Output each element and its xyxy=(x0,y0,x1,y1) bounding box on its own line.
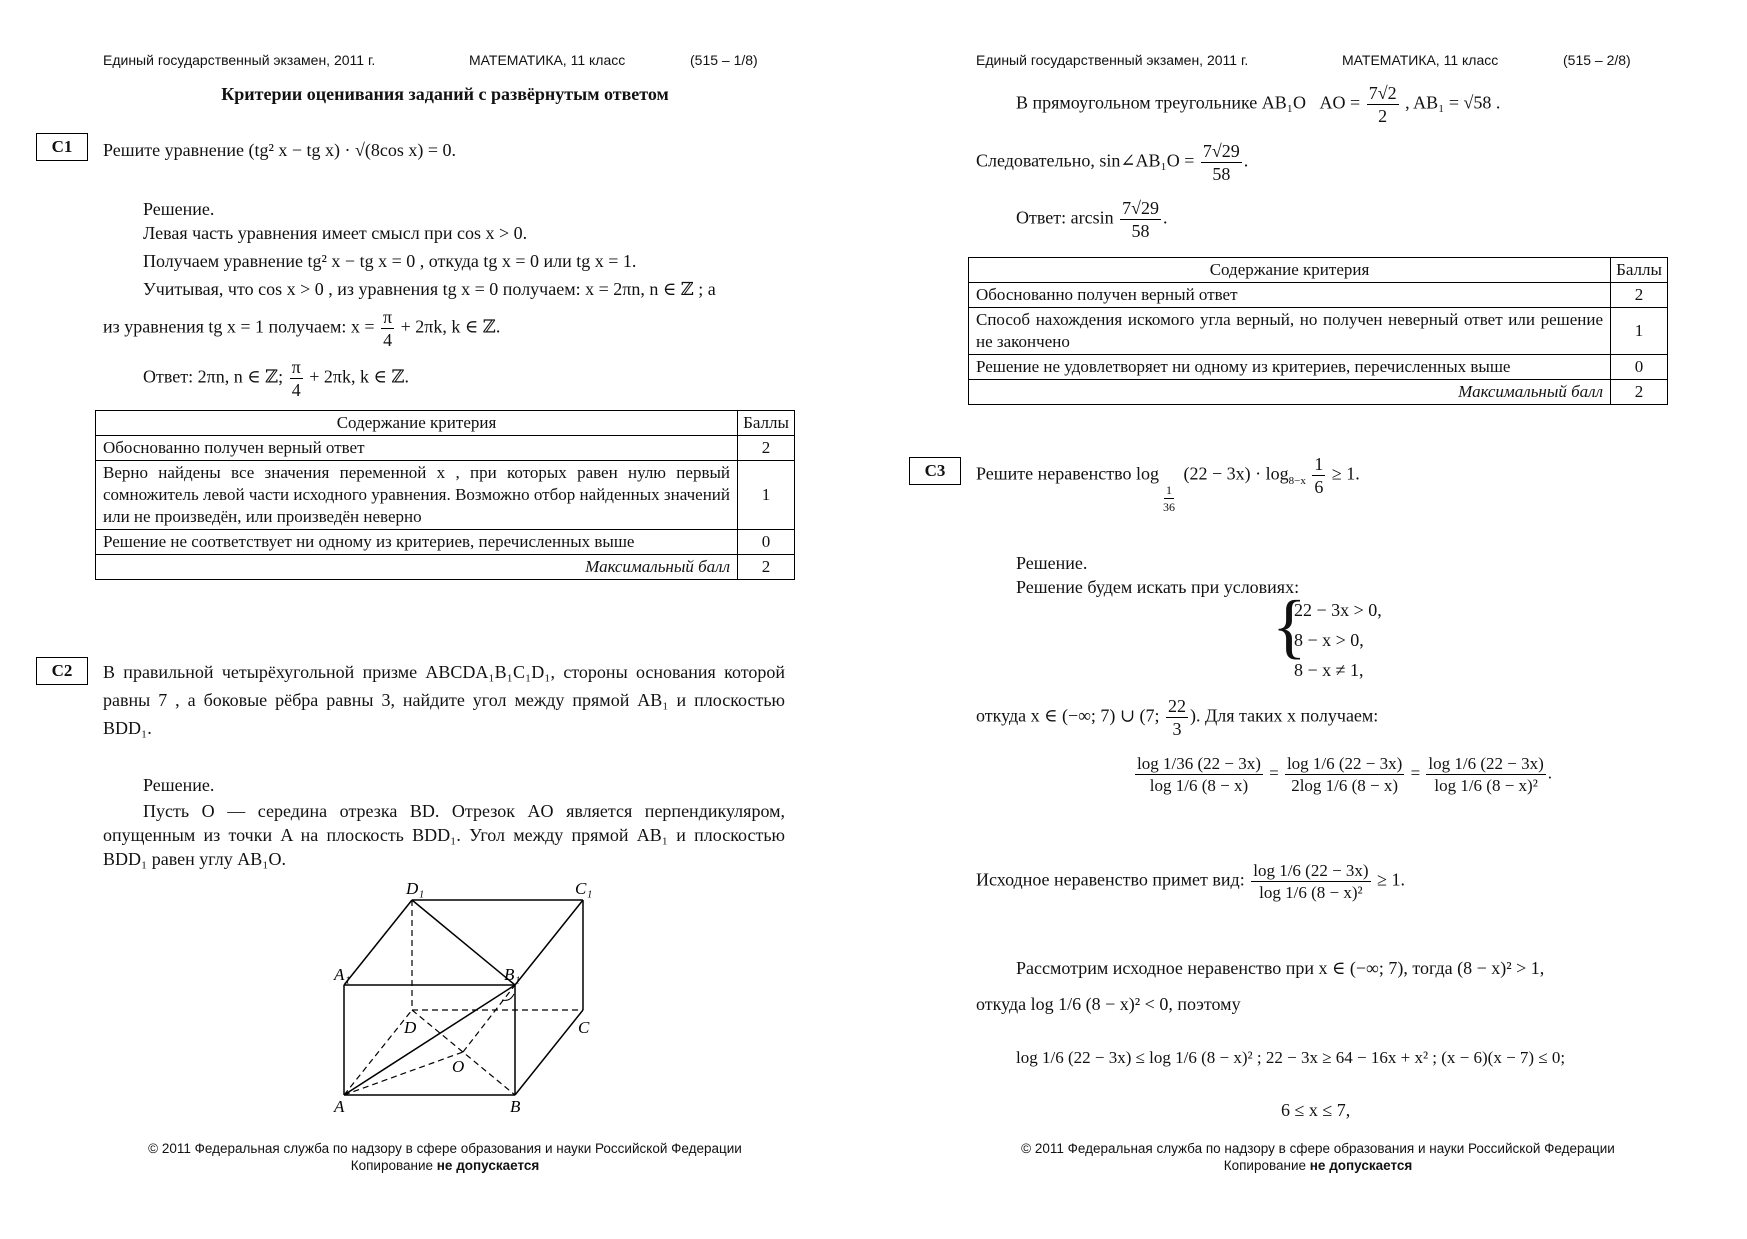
criterion-score: 1 xyxy=(1611,308,1668,355)
header-subject: МАТЕМАТИКА, 11 класс xyxy=(469,52,626,68)
twentytwo-thirds: $\frac{22}{3}$ xyxy=(1168,696,1187,739)
footer-copy-note: Копирование не допускается xyxy=(350,1158,540,1173)
table-head-score: Баллы xyxy=(738,411,795,436)
c1-line4-post: + 2πk, k ∈ ℤ. xyxy=(400,316,501,337)
sine-fraction: $\frac{7√29}{58}$ xyxy=(1202,141,1240,184)
sine-text: Следовательно, sin∠AB₁O = xyxy=(976,150,1195,171)
condition-1: 22 − 3x > 0, xyxy=(1294,600,1382,620)
fraction-2: $\frac{\log 1/6 (22 - 3x)}{2\log 1/6 (8 - x)}$ xyxy=(1286,754,1403,795)
c3-range-line: откуда x ∈ (−∞; 7) ∪ (7; $\frac{22}{3}$ ). Для таких x получаем: xyxy=(976,696,1379,739)
header-exam: Единый государственный экзамен, 2011 г. xyxy=(976,52,1249,68)
c3-chain: log 1/6 (22 − 3x) ≤ log 1/6 (8 − x)² ; 22 − 3x ≥ 64 − 16x + x² ; (x − 6)(x − 7) ≤ 0; xyxy=(1016,1048,1566,1067)
c1-line3: Учитывая, что cos x > 0 , из уравнения tg x = 0 получаем: x = 2πn, n ∈ ℤ ; а xyxy=(143,279,716,299)
vertex-label-o: O xyxy=(452,1057,465,1076)
edge-c1b1 xyxy=(515,900,583,985)
pi-over-4: $\frac{\pi}{4}$ xyxy=(383,307,393,350)
c3-task-pre: Решите неравенство xyxy=(976,463,1132,484)
criterion-desc: Обоснованно получен верный ответ xyxy=(969,283,1611,308)
c2-task: В правильной четырёхугольной призме ABCDA₁B₁C₁D₁, стороны основания которой равны 7 , а боковые рёбра равны 3, найдите угол между прямой AB₁ и плоскостью BDD₁. xyxy=(103,662,785,738)
c2-solution-label: Решение. xyxy=(143,775,215,795)
c2-sine-line: Следовательно, sin∠AB₁O = $\frac{7√29}{58}$ . xyxy=(976,141,1249,184)
table-row xyxy=(969,308,1668,355)
segment-ob1 xyxy=(463,985,515,1052)
criteria-table-c2 xyxy=(968,257,1668,405)
header-exam: Единый государственный экзамен, 2011 г. xyxy=(103,52,376,68)
segment-db xyxy=(412,1010,515,1095)
criterion-desc: Решение не соответствует ни одному из критериев, перечисленных выше xyxy=(96,530,738,555)
criterion-score: 1 xyxy=(738,461,795,530)
c1-line2: Получаем уравнение tg² x − tg x = 0 , откуда tg x = 0 или tg x = 1. xyxy=(143,251,637,271)
table-row xyxy=(969,283,1668,308)
footer-copy-note: Копирование не допускается xyxy=(1223,1158,1413,1173)
c1-solution-label: Решение. xyxy=(143,199,215,219)
criteria-table-c1 xyxy=(95,410,795,580)
task-tag-c3: C3 xyxy=(909,457,961,485)
c3-hence: откуда log 1/6 (8 − x)² < 0, поэтому xyxy=(976,994,1241,1014)
c1-answer-post: + 2πk, k ∈ ℤ. xyxy=(309,366,409,387)
condition-2: 8 − x > 0, xyxy=(1294,630,1364,650)
edge-ad xyxy=(344,1010,412,1095)
one-sixth: $\frac{1}{6}$ xyxy=(1314,454,1324,497)
vertex-label-d1: D₁ xyxy=(406,879,425,898)
c1-line1 xyxy=(143,223,527,244)
vertex-label-a: A xyxy=(334,1097,345,1116)
footer-copyright: © 2011 Федеральная служба по надзору в сфере образования и науки Российской Федерации xyxy=(1021,1141,1615,1156)
c2-answer-pre: Ответ: arcsin xyxy=(1016,207,1114,228)
header-code: (515 – 1/8) xyxy=(690,52,758,68)
fraction-3: $\frac{\log 1/6 (22 - 3x)}{\text{log 1/6 (8 − x)²}}$ xyxy=(1428,754,1544,795)
edge-a1d1 xyxy=(344,900,412,985)
criterion-score: 2 xyxy=(738,436,795,461)
c3-new-inequality: Исходное неравенство примет вид: $\frac{\log 1/6 (22 - 3x)}{\text{log 1/6 (8 − x)²}}$ ≥ 1. xyxy=(976,861,1405,902)
right-page xyxy=(873,0,1747,1239)
segment-d1b1 xyxy=(412,900,515,985)
answer-fraction: $\frac{7√29}{58}$ xyxy=(1122,198,1159,241)
footer xyxy=(90,1140,800,1174)
table-row xyxy=(96,530,795,555)
c3-final: 6 ≤ x ≤ 7, xyxy=(1281,1100,1351,1120)
task-tag-c2: C2 xyxy=(36,657,88,685)
criterion-score: 0 xyxy=(738,530,795,555)
c2-solution-text: Пусть O — середина отрезка BD. Отрезок AO является перпендикуляром, опущенным из точки A на плоскость BDD₁. Угол между прямой AB₁ и плоскостью BDD₁ равен углу AB₁O. xyxy=(103,801,785,869)
criterion-desc: Способ нахождения искомого угла верный, но получен неверный ответ или решение не закончено xyxy=(969,308,1611,355)
left-page xyxy=(0,0,873,1239)
c3-task: Решите неравенство log $\frac{1}{36}$ $(22 - 3x) \cdot \log_{8-x}$ $\frac{1}{6}$ ≥ 1. xyxy=(976,454,1360,514)
ao-fraction: $\frac{7√2}{2}$ xyxy=(1368,83,1397,126)
max-score-value: 2 xyxy=(1611,380,1668,405)
footer xyxy=(963,1140,1673,1174)
task-tag-c1: C1 xyxy=(36,133,88,161)
segment-ao xyxy=(344,1052,463,1095)
fraction-1: $\frac{\log 1/36 (22 - 3x)}{\log 1/6 (8 - x)}$ xyxy=(1137,754,1261,795)
criterion-desc: Обоснованно получен верный ответ xyxy=(96,436,738,461)
fraction-new: $\frac{\log 1/6 (22 - 3x)}{\text{log 1/6 (8 − x)²}}$ xyxy=(1253,861,1369,902)
c1-line4-pre: из уравнения tg x = 1 получаем: x = xyxy=(103,316,375,337)
max-score-label: Максимальный балл xyxy=(969,380,1611,405)
c2-answer: Ответ: arcsin $\frac{7√29}{58}$ . xyxy=(1016,198,1168,241)
triangle-text: В прямоугольном треугольнике AB₁O xyxy=(1016,92,1307,113)
max-score-value: 2 xyxy=(738,555,795,580)
table-row xyxy=(96,461,795,530)
log-transform: $\frac{\log 1/36 (22 - 3x)}{\log 1/6 (8 - x)}$ = $\frac{\log 1/6 (22 - 3x)}{2\log 1/6 (8 - x)}$ = $\frac{\log 1/6 (22 - 3x)}{\text{log 1/6 (8 − x)²}}$ . xyxy=(1137,754,1553,795)
vertex-label-c1: C₁ xyxy=(575,879,593,898)
c3-consider: Рассмотрим исходное неравенство при x ∈ (−∞; 7), тогда (8 − x)² > 1, xyxy=(1016,958,1545,978)
c1-task xyxy=(103,140,456,161)
ao-label: AO = xyxy=(1319,92,1361,113)
vertex-label-b: B xyxy=(510,1097,521,1116)
c3-conditions-label: Решение будем искать при условиях: xyxy=(1016,577,1300,597)
table-head-criterion: Содержание критерия xyxy=(96,411,738,436)
c1-line4 xyxy=(103,308,500,349)
vertex-label-b1: B₁ xyxy=(504,965,521,984)
criterion-score: 0 xyxy=(1611,355,1668,380)
brace: { xyxy=(1272,586,1307,666)
header-code: (515 – 2/8) xyxy=(1563,52,1631,68)
ab1-value: , AB₁ = √58 . xyxy=(1405,92,1501,113)
page-title: Критерии оценивания заданий с развёрнутым ответом xyxy=(221,84,669,104)
criterion-score: 2 xyxy=(1611,283,1668,308)
criterion-desc: Верно найдены все значения переменной x , при которых равен нулю первый сомножитель левой части исходного уравнения. Возможно отбор найденных значений или не произведён, или произведён неверно xyxy=(96,461,738,530)
table-row xyxy=(96,436,795,461)
max-score-label: Максимальный балл xyxy=(96,555,738,580)
vertex-label-d: D xyxy=(404,1018,417,1037)
base-one-36: $\frac{1}{36}$ xyxy=(1163,482,1175,514)
c1-answer-pre: Ответ: 2πn, n ∈ ℤ; xyxy=(143,366,284,387)
c1-equation: (tg² x − tg x) · √(8cos x) = 0. xyxy=(248,140,457,160)
c1-line1-cond: cos x > 0. xyxy=(456,223,528,243)
pi-over-4: $\frac{\pi}{4}$ xyxy=(291,357,301,400)
table-row xyxy=(969,355,1668,380)
vertex-label-c: C xyxy=(578,1018,590,1037)
c1-answer xyxy=(143,358,409,399)
c3-solution-label: Решение. xyxy=(1016,553,1088,573)
criterion-desc: Решение не удовлетворяет ни одному из критериев, перечисленных выше xyxy=(969,355,1611,380)
c2-triangle-line xyxy=(1016,84,1500,125)
footer-copyright: © 2011 Федеральная служба по надзору в сфере образования и науки Российской Федерации xyxy=(148,1141,742,1156)
vertex-label-a1: A₁ xyxy=(334,965,351,984)
table-head-score: Баллы xyxy=(1611,258,1668,283)
c1-line1-text: Левая часть уравнения имеет смысл при xyxy=(143,223,453,243)
condition-3: 8 − x ≠ 1, xyxy=(1294,660,1364,680)
table-head-criterion: Содержание критерия xyxy=(969,258,1611,283)
prism-figure xyxy=(320,870,610,1120)
header-subject: МАТЕМАТИКА, 11 класс xyxy=(1342,52,1499,68)
c1-task-text: Решите уравнение xyxy=(103,140,244,160)
segment-ab1 xyxy=(344,985,515,1095)
edge-bc xyxy=(515,1010,583,1095)
